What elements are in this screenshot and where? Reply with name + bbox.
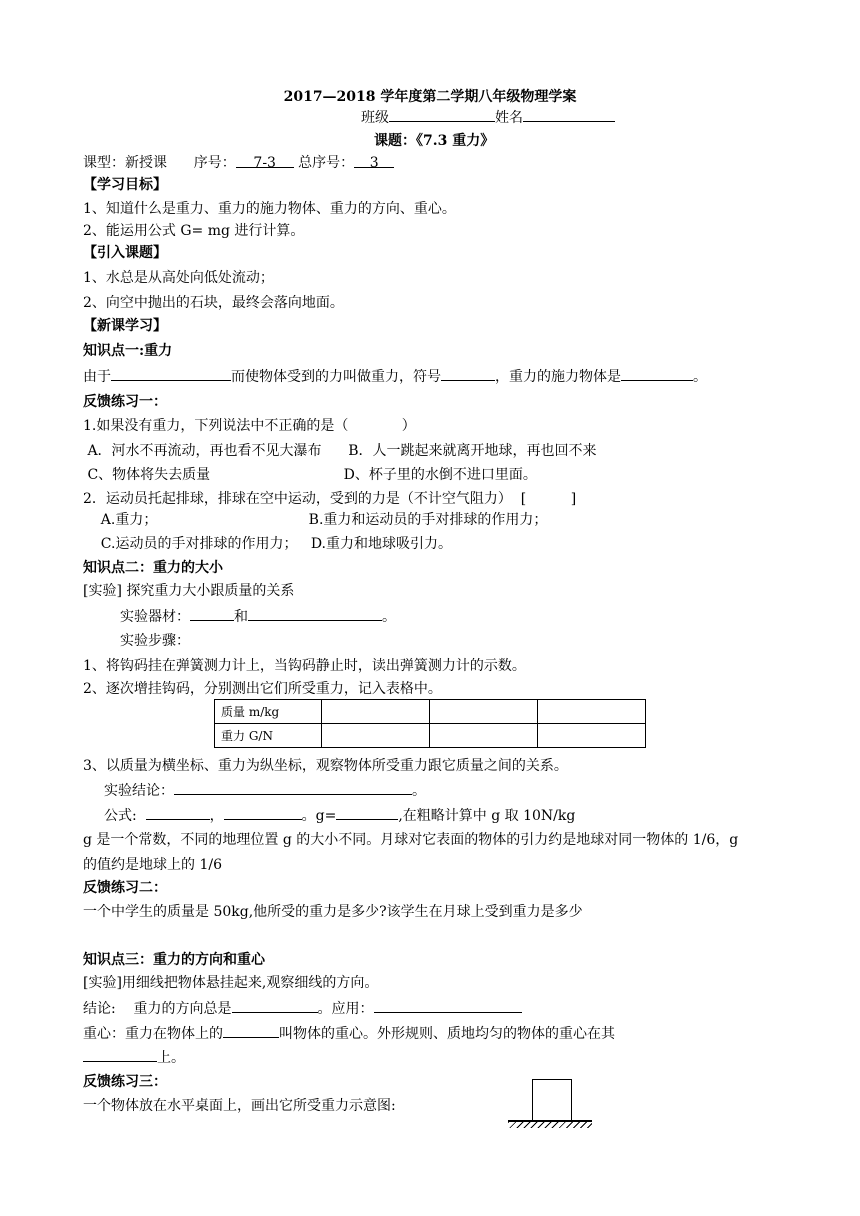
equipment-text: 和 <box>234 609 248 625</box>
table-cell: 重力 G/N <box>215 724 322 748</box>
table-row <box>215 700 646 724</box>
serial-label: 序号： <box>193 155 236 171</box>
fb1-heading: 反馈练习一： <box>83 394 167 410</box>
class-blank <box>389 107 495 122</box>
conclusion-blank <box>174 780 412 795</box>
g-note-line-1: g 是一个常数，不同的地理位置 g 的大小不同。月球对它表面的物体的引力约是地球对同一物体的 1/6，g <box>83 832 739 848</box>
k3-experiment: [实验]用细线把物体悬挂起来,观察细线的方向。 <box>83 975 379 991</box>
k1-blank-1 <box>111 366 231 381</box>
table-surface-hatch <box>508 1122 592 1128</box>
k2-heading: 知识点二：重力的大小 <box>83 560 223 576</box>
table-cell <box>322 724 430 748</box>
k1-text: 由于 <box>83 369 111 385</box>
fb3-heading: 反馈练习三： <box>83 1074 167 1090</box>
total-serial-label: 总序号： <box>298 155 355 171</box>
k2-step-3: 3、以质量为横坐标、重力为纵坐标，观察物体所受重力跟它质量之间的关系。 <box>83 758 568 774</box>
equipment-blank-1 <box>190 606 234 621</box>
k3-center-line-2 <box>83 1047 185 1068</box>
fb1-options-ab-2: A.重力； B.重力和运动员的手对排球的作用力； <box>83 512 548 528</box>
k3-text: 重心：重力在物体上的 <box>83 1026 223 1042</box>
object-box-figure <box>532 1079 572 1121</box>
k3-text: 叫物体的重心。外形规则、质地均匀的物体的重心在其 <box>279 1026 615 1042</box>
fb3-question: 一个物体放在水平桌面上，画出它所受重力示意图: <box>83 1098 396 1114</box>
equipment-text: 。 <box>382 609 396 625</box>
name-label: 姓名 <box>495 110 523 126</box>
equipment-label: 实验器材： <box>120 609 190 625</box>
k1-blank-2 <box>441 366 495 381</box>
name-blank <box>523 107 615 122</box>
k3-center-definition <box>83 1023 615 1044</box>
formula-text: ， <box>209 808 224 824</box>
serial-value: 7-3 <box>236 153 294 168</box>
direction-blank <box>232 998 318 1013</box>
k3-heading: 知识点三：重力的方向和重心 <box>83 952 265 968</box>
k1-definition <box>83 366 707 387</box>
goals-heading: 【学习目标】 <box>83 177 167 193</box>
k2-step-1: 1、将钩码挂在弹簧测力计上，当钩码静止时，读出弹簧测力计的示数。 <box>83 658 526 674</box>
page-title: 2017—2018 学年度第二学期八年级物理学案 <box>283 89 577 105</box>
table-row <box>215 724 646 748</box>
k2-steps-label: 实验步骤： <box>120 633 190 649</box>
k1-text: 而使物体受到的力叫做重力，符号 <box>231 369 441 385</box>
k2-experiment: [实验] 探究重力大小跟质量的关系 <box>83 583 295 599</box>
class-name-row <box>361 107 615 128</box>
intro-heading: 【引入课题】 <box>83 245 167 261</box>
lesson-type: 课型：新授课 <box>83 155 167 171</box>
k2-formula <box>104 805 575 826</box>
k1-blank-3 <box>621 366 693 381</box>
intro-item: 1、水总是从高处向低处流动； <box>83 270 274 286</box>
table-cell: 质量 m/kg <box>215 700 322 724</box>
center-blank-2 <box>83 1047 157 1062</box>
g-note-line-2: 的值约是地球上的 1/6 <box>83 857 222 873</box>
table-cell <box>538 700 646 724</box>
table-cell <box>430 724 538 748</box>
formula-blank-2 <box>224 805 302 820</box>
conclusion-label: 实验结论： <box>104 783 174 799</box>
fb1-options-cd: C、物体将失去质量 D、杯子里的水倒不进口里面。 <box>83 467 537 483</box>
center-blank-1 <box>223 1023 279 1038</box>
goal-item: 1、知道什么是重力、重力的施力物体、重力的方向、重心。 <box>83 201 456 217</box>
total-serial-value: 3 <box>354 153 394 168</box>
k3-text: 结论: 重力的方向总是 <box>83 1001 232 1017</box>
new-lesson-heading: 【新课学习】 <box>83 318 167 334</box>
conclusion-text: 。 <box>412 783 426 799</box>
k2-equipment <box>120 606 396 627</box>
application-blank <box>374 998 522 1013</box>
class-label: 班级 <box>361 110 389 126</box>
fb2-heading: 反馈练习二： <box>83 880 167 896</box>
formula-blank-1 <box>146 805 210 820</box>
goal-item: 2、能运用公式 G= mg 进行计算。 <box>83 223 305 239</box>
equipment-blank-2 <box>248 606 382 621</box>
k2-step-2: 2、逐次增挂钩码，分别测出它们所受重力，记入表格中。 <box>83 681 442 697</box>
fb1-question-2: 2．运动员托起排球，排球在空中运动，受到的力是（不计空气阻力） [ ] <box>83 491 577 507</box>
lesson-meta <box>83 153 394 173</box>
fb1-options-cd-2: C.运动员的手对排球的作用力； D.重力和地球吸引力。 <box>83 536 452 552</box>
k3-text: 上。 <box>157 1050 185 1066</box>
formula-label: 公式: <box>104 808 137 824</box>
k3-conclusion <box>83 998 522 1019</box>
data-table <box>214 699 646 748</box>
fb2-question: 一个中学生的质量是 50kg,他所受的重力是多少?该学生在月球上受到重力是多少 <box>83 904 583 920</box>
lesson-topic: 课题：《7.3 重力》 <box>374 133 495 149</box>
table-cell <box>538 724 646 748</box>
k3-text: 。应用： <box>317 1001 374 1017</box>
fb1-question-1: 1.如果没有重力，下列说法中不正确的是（ ） <box>83 418 416 434</box>
fb1-options-ab: A．河水不再流动，再也看不见大瀑布 B．人一跳起来就离开地球，再也回不来 <box>83 443 597 459</box>
formula-text: ,在粗略计算中 g 取 10N/kg <box>398 808 576 824</box>
formula-blank-3 <box>336 805 398 820</box>
k1-text: 。 <box>693 369 707 385</box>
table-cell <box>430 700 538 724</box>
formula-text: 。g= <box>301 808 337 824</box>
k1-text: ，重力的施力物体是 <box>495 369 621 385</box>
k1-heading: 知识点一:重力 <box>83 343 173 359</box>
k2-conclusion <box>104 780 426 801</box>
intro-item: 2、向空中抛出的石块，最终会落向地面。 <box>83 295 344 311</box>
table-cell <box>322 700 430 724</box>
